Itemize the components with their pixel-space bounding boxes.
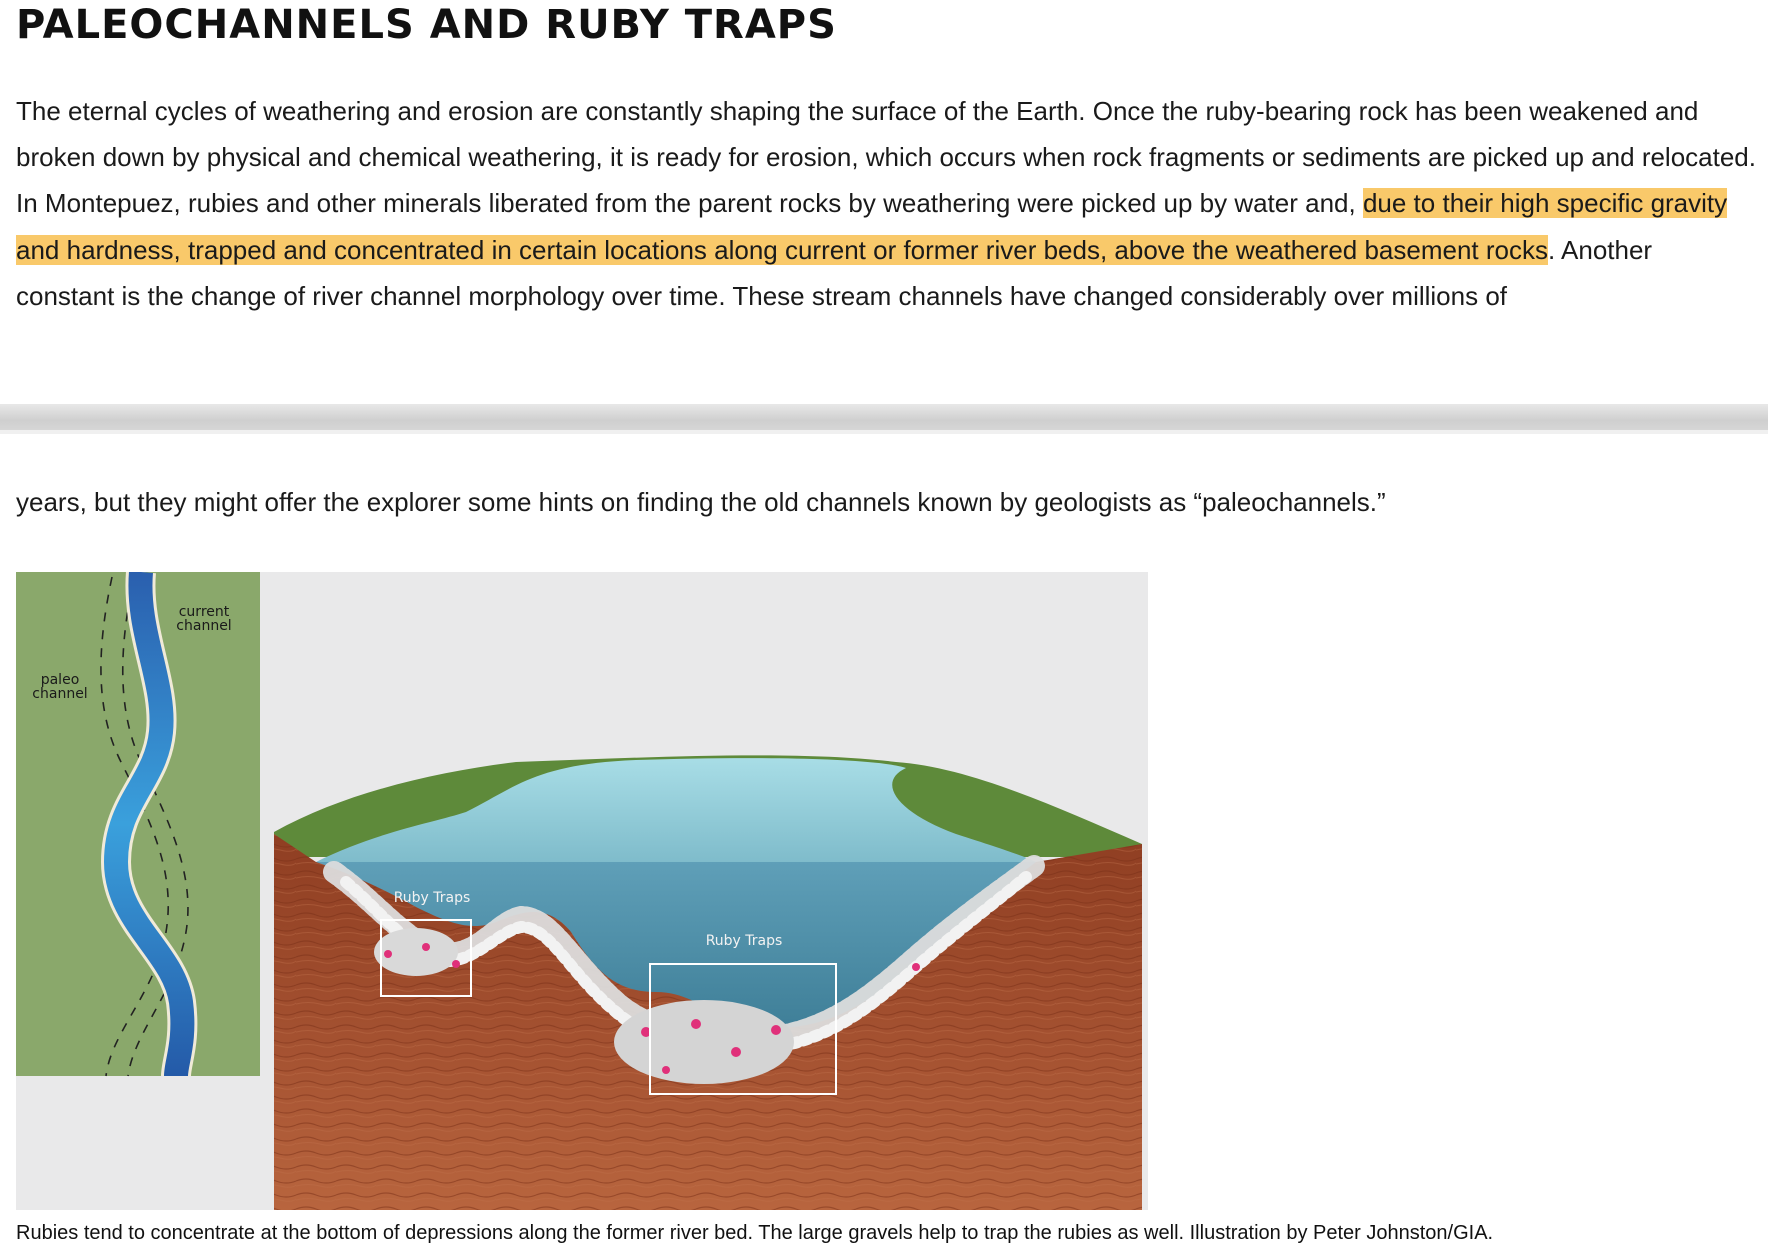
ruby — [691, 1019, 701, 1029]
label-paleo-channel: channel — [32, 686, 88, 702]
article-page-top — [0, 0, 1768, 400]
ruby — [452, 960, 460, 968]
ruby-traps-label-center: Ruby Traps — [705, 933, 783, 949]
ruby — [384, 950, 392, 958]
ruby — [731, 1047, 741, 1057]
channel-map-panel — [16, 572, 260, 1076]
label-paleo: paleo — [40, 672, 80, 688]
paragraph-text-end: . Another constant is the change of river channel morphology over time. These stream channels have changed considerably over millions of — [16, 234, 1653, 311]
label-channel: channel — [176, 618, 232, 634]
page-break-divider — [0, 404, 1768, 434]
ruby-traps-illustration — [16, 572, 1148, 1210]
ruby — [662, 1066, 670, 1074]
article-paragraph — [16, 88, 1756, 319]
ruby — [912, 963, 920, 971]
figure-caption: Rubies tend to concentrate at the bottom of depressions along the former river bed. The large gravels help to trap the rubies as well. Illustration by Peter Johnston/GIA. — [16, 1222, 1494, 1244]
label-current: current — [178, 604, 230, 620]
article-paragraph-continued: years, but they might offer the explorer some hints on finding the old channels known by geologists as “paleochannels.” — [16, 487, 1386, 517]
ruby — [771, 1025, 781, 1035]
article-title: PALEOCHANNELS AND RUBY TRAPS — [16, 2, 837, 48]
gravel-pile-center — [614, 1000, 794, 1084]
ruby — [422, 943, 430, 951]
riverbed-cross-section — [274, 755, 1142, 1210]
paragraph-text-start: The eternal cycles of weathering and erosion are constantly shaping the surface of the Earth. Once the ruby-bearing rock has been weakened and broken down by physical and chemical weathering, it is ready for erosion, which occurs when rock fragments or sediments are picked up and relocated. In Montepuez, rubies and other minerals liberated from the parent rocks by weathering were picked up by water and, — [16, 96, 1756, 219]
highlighted-text[interactable]: due to their high specific gravity and hardness, trapped and concentrated in certain locations along current or former river beds, above the weathered basement rocks — [16, 188, 1728, 265]
ruby-traps-label-left: Ruby Traps — [393, 890, 471, 906]
